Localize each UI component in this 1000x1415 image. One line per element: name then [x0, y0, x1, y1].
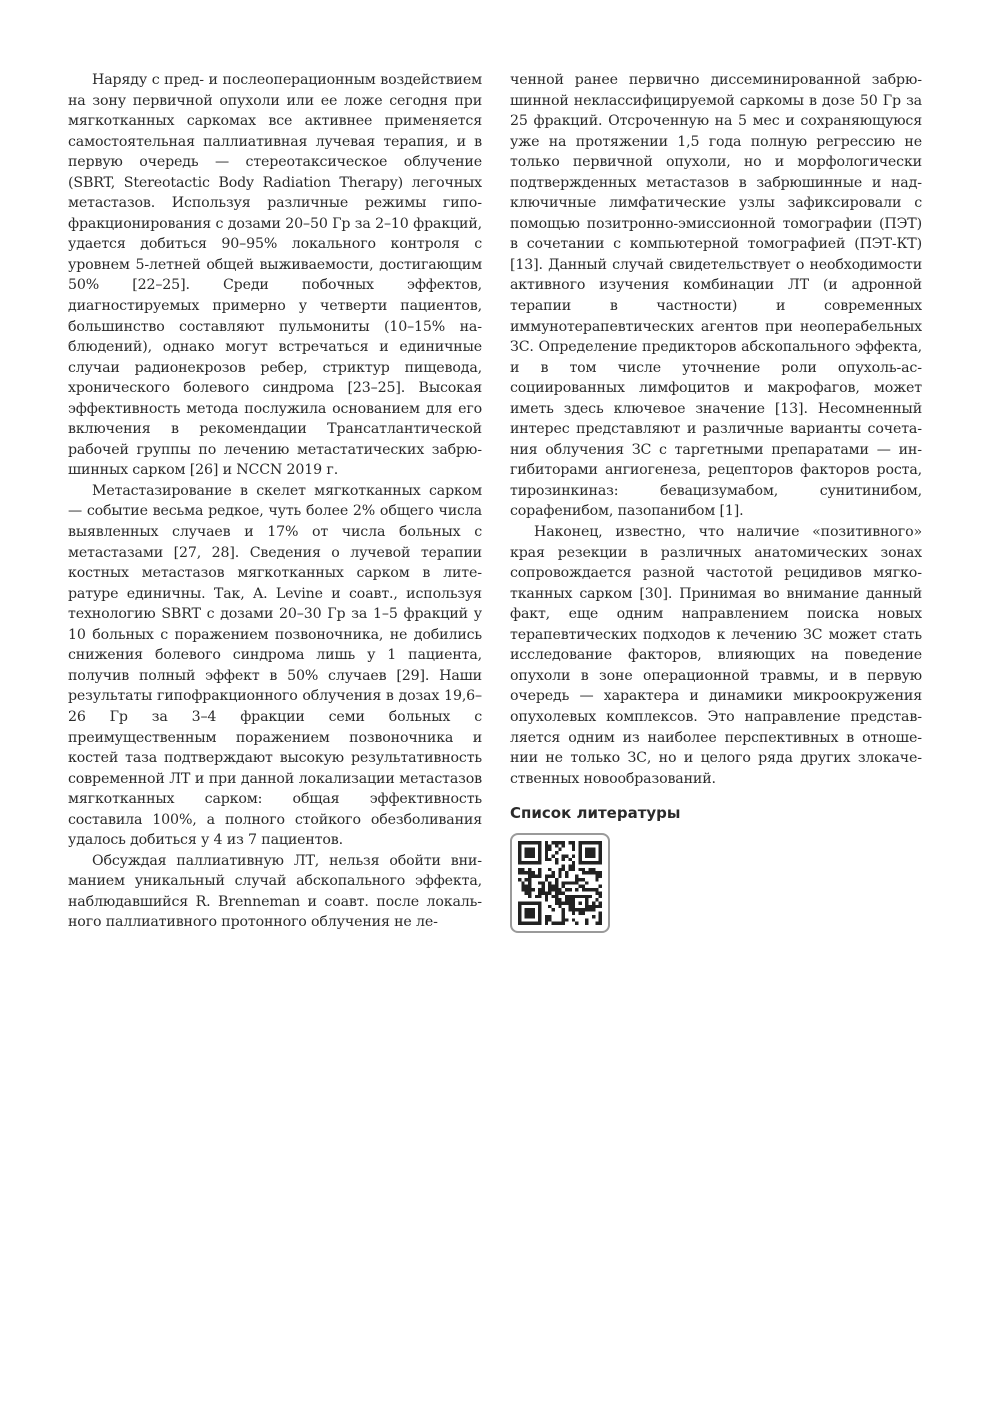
paragraph-abscopal-effect: Обсуждая паллиативную ЛТ, нельзя обойти вниманием уникальный случай абскопального эффекта, наблюдавшийся R. Brenneman и соавт. после локального паллиативного протонного облучения не ле- — [68, 852, 482, 931]
references-title: Список литературы — [510, 804, 681, 823]
paragraph-conclusion: Наконец, известно, что наличие «позитивного» края резекции в различных анатомических зонах сопровождается разной частотой рецидивов мягкотканных сарком [30]. Принимая во внимание данный факт, еще одним направлением поиска новых терапевтических подходов к лечению ЗС может стать исследование факторов, влияющих на поведение опухоли в зоне операционной травмы, и в первую очередь — характера и динамики микроокружения опухолевых комплексов. Это направление представляется одним из наиболее перспективных в отношении не только ЗС, но и целого ряда других злокачественных новообразований. — [510, 524, 922, 787]
paragraph-palliative-sbrt: Наряду с пред- и послеоперационным воздействием на зону первичной опухоли или ее ложе сегодня при мягкотканных саркомах все активнее применяется самостоятельная паллиативная лучевая терапия, и в первую очередь — стереотаксическое облучение (SBRT, Stereotactic Body Radiation Therapy) легочных метастазов. Используя различные режимы гипофракционирования с дозами 20–50 Гр за 2–10 фракций, удается добиться 90–95% локального контроля с уровнем 5-летней общей выживаемости, достигающим 50% [22–25]. Среди побочных эффектов, диагностируемых примерно у четверти пациентов, большинство составляют пульмониты (10–15% наблюдений), однако могут встречаться и единичные случаи радионекрозов ребер, стриктур пищевода, хронического болевого синдрома [23–25]. Высокая эффективность метода послужила основанием для его включения в рекомендации Трансатлантической рабочей группы по лечению метастатических забрюшинных сарком [26] и NCCN 2019 г. — [68, 72, 482, 479]
left-column — [68, 70, 482, 933]
paragraph-bone-metastases: Метастазирование в скелет мягкотканных сарком — событие весьма редкое, чуть более 2% общего числа выявленных случаев и 17% от числа больных с метастазами [27, 28]. Сведения о лучевой терапии костных метастазов мягкотканных сарком в литературе единичны. Так, A. Levine и соавт., используя технологию SBRT с дозами 20–30 Гр за 1–5 фракций у 10 больных с поражением позвоночника, не добились снижения болевого синдрома лишь у 1 пациента, получив полный эффект в 50% случаев [29]. Наши результаты гипофракционного облучения в дозах 19,6–26 Гр за 3–4 фракции семи больных с преимущественным поражением позвоночника и костей таза подтверждают высокую результативность современной ЛТ и при данной локализации метастазов мягкотканных сарком: общая эффективность составила 100%, а полного стойкого обезболивания удалось добиться у 4 из 7 пациентов. — [68, 482, 482, 849]
right-column — [510, 70, 922, 933]
paragraph-continuation: ченной ранее первично диссеминированной забрюшинной неклассифицируемой саркомы в дозе 50 Гр за 25 фракций. Отсроченную на 5 мес и сохраняющуюся уже на протяжении 1,5 года полную регрессию не только первичной опухоли, но и морфологически подтвержденных метастазов в забрюшинные и надключичные лимфатические узлы зафиксировали с помощью позитронно-эмиссионной томографии (ПЭТ) в сочетании с компьютерной томографией (ПЭТ-КТ) [13]. Данный случай свидетельствует о необходимости активного изучения комбинации ЛТ (и адронной терапии в частности) и современных иммунотерапевтических агентов при неоперабельных ЗС. Определение предикторов абскопального эффекта, и в том числе уточнение роли опухоль-ассоциированных лимфоцитов и макрофагов, может иметь здесь ключевое значение [13]. Несомненный интерес представляют и различные варианты сочетания облучения ЗС с таргетными препаратами — ингибиторами ангиогенеза, рецепторов факторов роста, тирозинкиназ: бевацизумабом, сунитинибом, сорафенибом, пазопанибом [1]. — [510, 72, 922, 520]
qr-code[interactable] — [510, 833, 610, 933]
qr-code-icon — [518, 841, 602, 925]
